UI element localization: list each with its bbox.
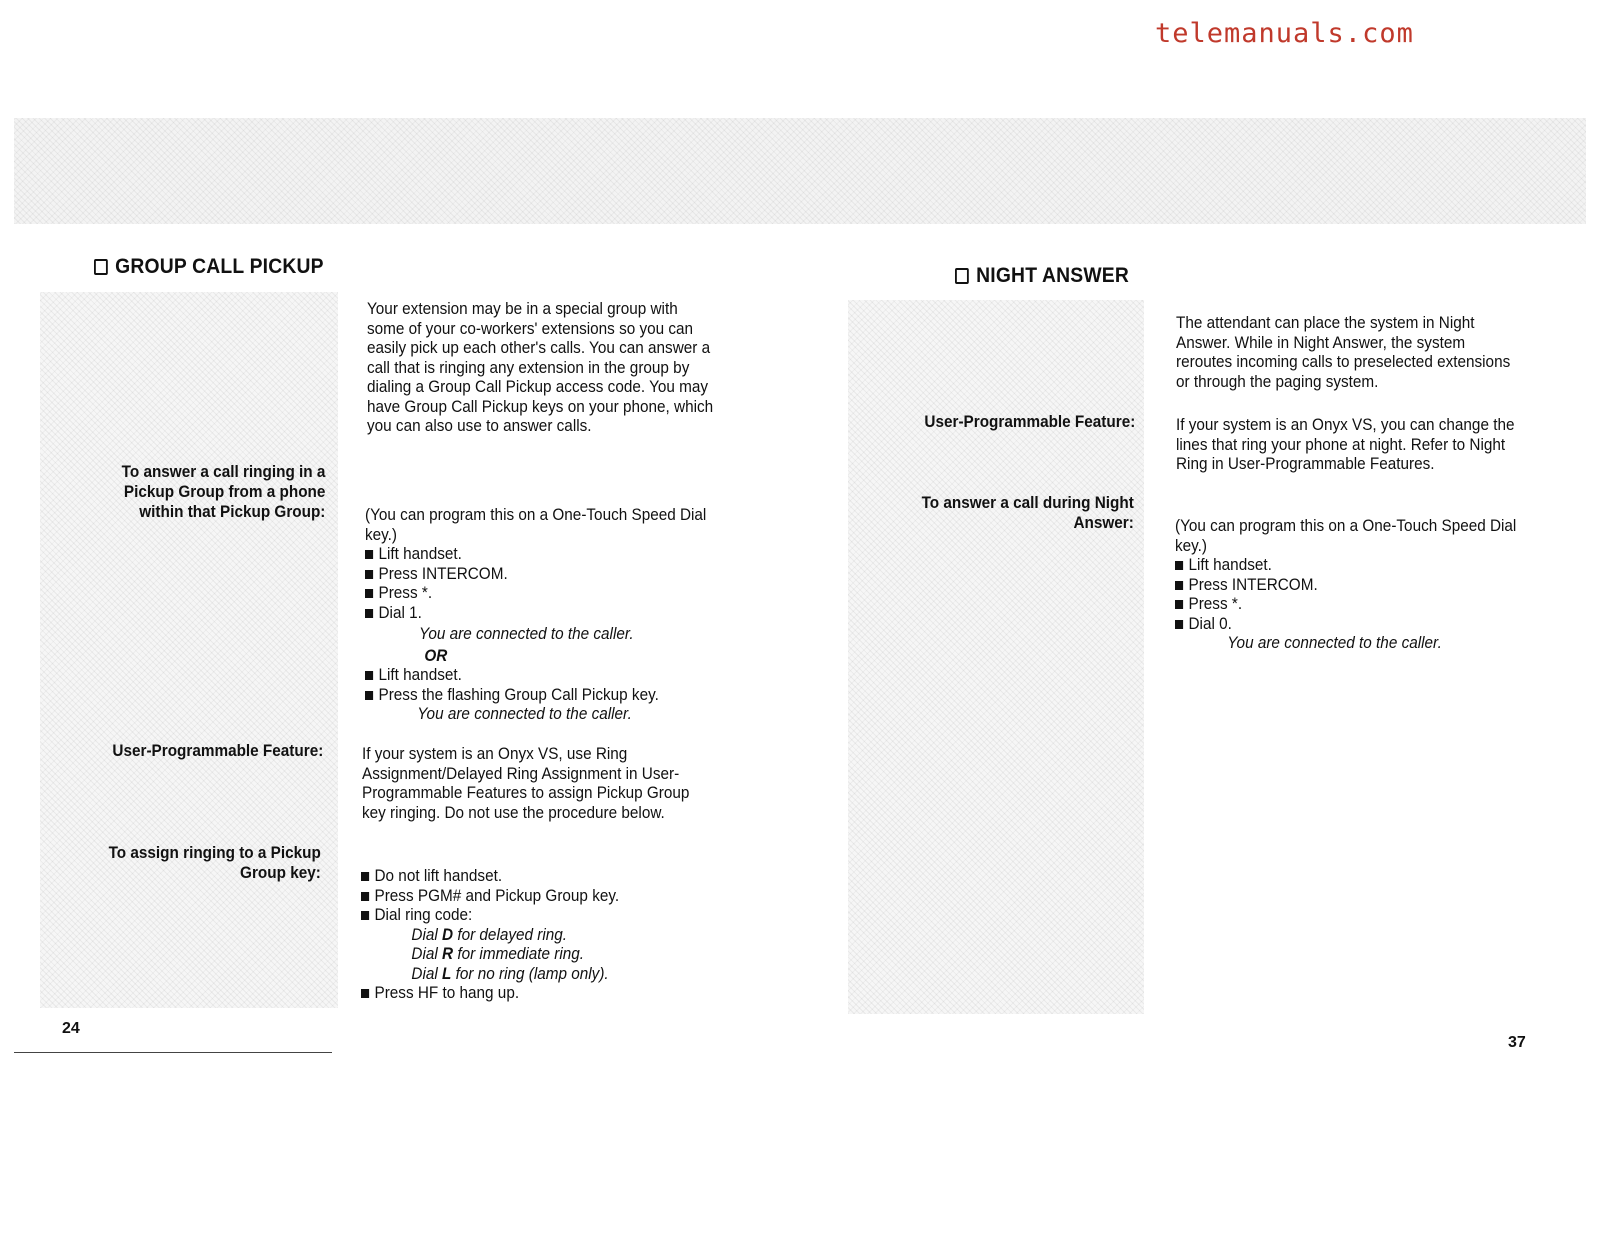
answer-pickup-label	[121, 462, 325, 522]
bullet-icon	[361, 872, 369, 881]
bottom-rule	[14, 1052, 332, 1053]
upf-line: If your system is an Onyx VS, use Ring	[362, 744, 628, 763]
step-item: Dial ring code:	[361, 905, 619, 925]
bullet-icon	[365, 570, 373, 579]
bullet-icon	[361, 911, 369, 920]
heading-text: NIGHT ANSWER	[976, 264, 1129, 287]
label-line: Answer:	[1073, 513, 1134, 532]
group-call-pickup-heading	[94, 255, 324, 279]
intro-line: The attendant can place the system in Night	[1176, 313, 1475, 332]
intro-line: have Group Call Pickup keys on your phone, which	[367, 396, 714, 416]
step-item: Press INTERCOM.	[1175, 575, 1516, 595]
label-line: Group key:	[240, 863, 321, 882]
assign-ringing-steps	[361, 866, 619, 1003]
step-item: Press PGM# and Pickup Group key.	[361, 886, 619, 906]
left-page-number: 24	[62, 1020, 80, 1037]
bullet-icon	[365, 609, 373, 618]
or-separator: OR	[424, 645, 448, 665]
upf-label: User-Programmable Feature:	[112, 741, 323, 760]
label-line: To answer a call ringing in a	[121, 462, 325, 481]
intro-line: reroutes incoming calls to preselected extensions	[1176, 352, 1511, 371]
assign-ringing-label	[109, 843, 321, 883]
night-answer-intro	[1176, 313, 1510, 391]
result-note: You are connected to the caller.	[419, 624, 634, 643]
intro-line: call that is ringing any extension in the group by	[367, 357, 690, 377]
step-item: Lift handset.	[365, 665, 706, 685]
step-item: Lift handset.	[1175, 555, 1516, 575]
right-page-number: 37	[1508, 1034, 1526, 1051]
upf-line: If your system is an Onyx VS, you can change the	[1176, 415, 1515, 434]
intro-line: or through the paging system.	[1176, 371, 1379, 391]
upf-line: lines that ring your phone at night. Refer to Night	[1176, 434, 1506, 454]
intro-line: you can also use to answer calls.	[367, 416, 592, 435]
step-item: Dial 1.	[365, 603, 706, 623]
note-line: key.)	[365, 524, 398, 544]
night-answer-label	[922, 493, 1134, 533]
step-item: Press *.	[365, 583, 706, 603]
night-answer-heading	[955, 264, 1129, 288]
intro-line: some of your co-workers' extensions so you can	[367, 318, 694, 338]
right-label-column-shading	[848, 300, 1144, 1014]
ring-code-line: Dial R for immediate ring.	[411, 944, 585, 963]
result-note: You are connected to the caller.	[1227, 633, 1442, 652]
checkbox-square-icon	[94, 259, 108, 275]
step-item: Dial 0.	[1175, 614, 1516, 634]
heading-text: GROUP CALL PICKUP	[115, 255, 324, 278]
bullet-icon	[361, 892, 369, 901]
night-upf-label: User-Programmable Feature:	[924, 412, 1135, 431]
bullet-icon	[1175, 561, 1183, 570]
watermark-text: telemanuals.com	[1155, 18, 1414, 49]
bullet-icon	[365, 589, 373, 598]
upf-line: Assignment/Delayed Ring Assignment in User-	[362, 763, 680, 783]
label-line: within that Pickup Group:	[138, 502, 325, 521]
bullet-icon	[365, 671, 373, 680]
intro-line: Your extension may be in a special group with	[367, 299, 678, 318]
upf-line: Programmable Features to assign Pickup Group	[362, 783, 690, 802]
upf-line: key ringing. Do not use the procedure below.	[362, 802, 665, 822]
intro-line: Answer. While in Night Answer, the system	[1176, 332, 1466, 352]
note-line: (You can program this on a One-Touch Speed Dial	[1175, 516, 1517, 535]
bullet-icon	[1175, 581, 1183, 590]
ring-code-line: Dial L for no ring (lamp only).	[411, 963, 609, 983]
intro-line: dialing a Group Call Pickup access code. You may	[367, 377, 709, 396]
bullet-icon	[365, 691, 373, 700]
note-line: (You can program this on a One-Touch Speed Dial	[365, 505, 707, 524]
bullet-icon	[1175, 620, 1183, 629]
upf-text	[362, 744, 689, 822]
step-item: Do not lift handset.	[361, 866, 619, 886]
upf-line: Ring in User-Programmable Features.	[1176, 454, 1435, 473]
step-item: Lift handset.	[365, 544, 706, 564]
label-line: Pickup Group from a phone	[123, 482, 325, 501]
answer-pickup-steps	[365, 505, 706, 724]
result-note: You are connected to the caller.	[417, 704, 632, 723]
checkbox-square-icon	[955, 268, 969, 284]
bullet-icon	[365, 550, 373, 559]
ring-code-line: Dial D for delayed ring.	[411, 924, 568, 944]
night-upf-text	[1176, 415, 1514, 474]
step-item: Press the flashing Group Call Pickup key.	[365, 685, 706, 705]
step-item: Press *.	[1175, 594, 1516, 614]
note-line: key.)	[1175, 535, 1208, 555]
bullet-icon	[361, 989, 369, 998]
scanned-header-band	[14, 118, 1586, 224]
group-call-pickup-intro	[367, 299, 713, 436]
step-item: Press INTERCOM.	[365, 564, 706, 584]
left-label-column-shading	[40, 292, 338, 1008]
label-line: To answer a call during Night	[921, 493, 1134, 512]
label-line: To assign ringing to a Pickup	[108, 843, 321, 862]
night-answer-steps	[1175, 516, 1516, 653]
step-item: Press HF to hang up.	[361, 983, 619, 1003]
bullet-icon	[1175, 600, 1183, 609]
intro-line: easily pick up each other's calls. You can answer a	[367, 338, 711, 357]
